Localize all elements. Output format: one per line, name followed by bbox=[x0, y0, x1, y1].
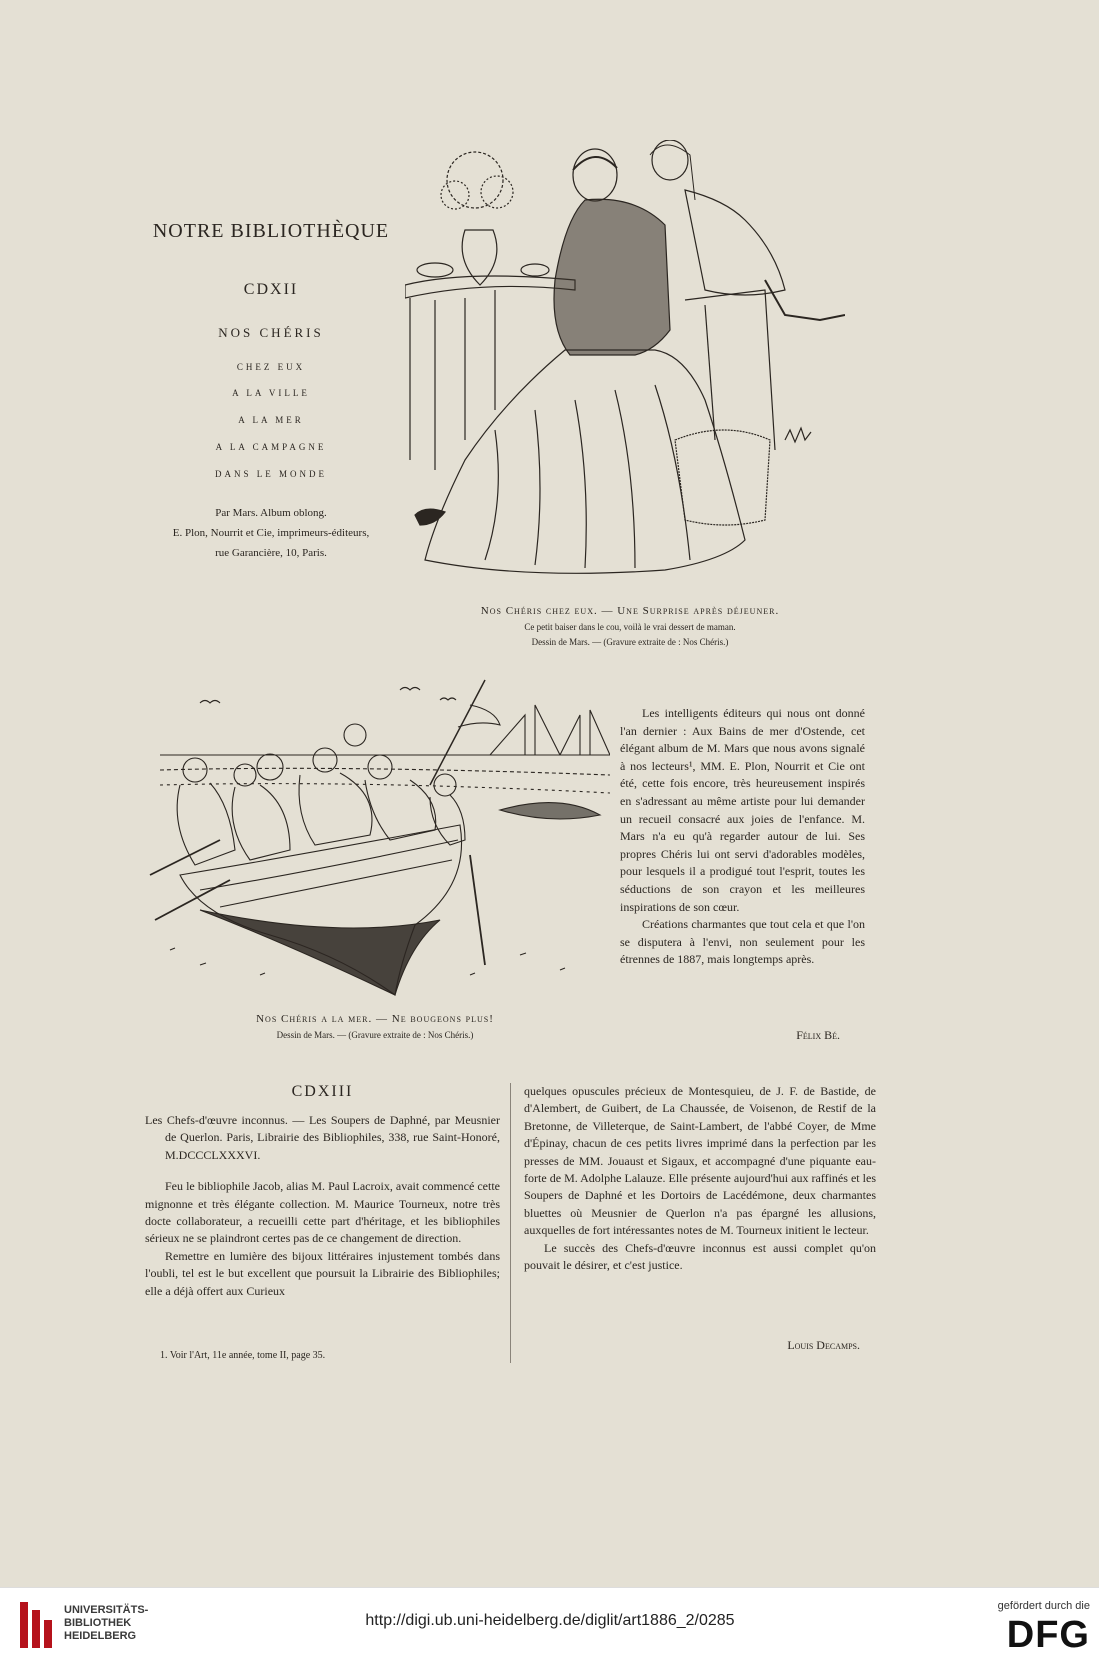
figure1-subcaption: Ce petit baiser dans le cou, voilà le vrai dessert de maman. bbox=[524, 622, 736, 632]
library-name-line: HEIDELBERG bbox=[64, 1630, 137, 1642]
review-paragraph: Les intelligents éditeurs qui nous ont donné l'an dernier : Aux Bains de mer d'Ostende, cet élégant album de M. Mars que nous avons signalé à nos lecteurs¹, MM. E. Plon, Nourrit et Cie ont été, cette fois encore, très heureusement inspirés en s'adressant au même artiste pour lui demander un recueil consacré aux joies de l'enfance. M. Mars n'a eu qu'à regarder autour de lui. Ses propres Chéris lui ont servi d'adorables modèles, pour lesquels il a prodigué tout l'esprit, toutes les séductions de son crayon et les meilleures inspirations de son cœur. bbox=[620, 706, 865, 914]
library-logo-icon bbox=[18, 1600, 54, 1650]
subtitle-line: A LA MER bbox=[238, 415, 304, 425]
column-paragraph: Le succès des Chefs-d'œuvre inconnus est aussi complet qu'on pouvait le désirer, et c'est justice. bbox=[524, 1240, 876, 1273]
review-signature-2: Louis Decamps. bbox=[787, 1338, 860, 1352]
column-paragraph: Feu le bibliophile Jacob, alias M. Paul Lacroix, avait commencé cette mignonne et très élégante collection. M. Maurice Tourneux, notre très docte collaborateur, a recueilli cette part d'héritage, et les bibliophiles sérieux ne se plaindront certes pas de ce changement de direction. bbox=[145, 1179, 500, 1246]
figure1-caption: Nos Chéris chez eux. — Une Surprise après déjeuner. bbox=[480, 605, 780, 617]
review-number: CDXII bbox=[243, 281, 299, 298]
figure1-credit: Dessin de Mars. — (Gravure extraite de : Nos Chéris.) bbox=[531, 637, 729, 647]
pub-line: rue Garancière, 10, Paris. bbox=[215, 547, 327, 559]
subtitle-line: A LA CAMPAGNE bbox=[215, 442, 327, 452]
funding-note: gefördert durch die bbox=[997, 1600, 1090, 1612]
library-name-line: UNIVERSITÄTS- bbox=[64, 1604, 149, 1616]
review-text bbox=[620, 705, 865, 969]
footnote: 1. Voir l'Art, 11e année, tome II, page 35. bbox=[160, 1350, 326, 1361]
section-title: NOTRE BIBLIOTHÈQUE bbox=[152, 220, 390, 242]
illustration-children-boat bbox=[140, 675, 610, 1005]
source-url-link[interactable]: http://digi.ub.uni-heidelberg.de/diglit/art1886_2/0285 bbox=[365, 1612, 735, 1629]
book-reference: Les Chefs-d'œuvre inconnus. — Les Soupers de Daphné, par Meusnier de Querlon. Paris, Librairie des Bibliophiles, 338, rue Saint-Honoré, M.DCCCLXXXVI. bbox=[145, 1113, 500, 1162]
column-paragraph: Remettre en lumière des bijoux littéraires injustement tombés dans l'oubli, tel est le but excellent que poursuit la Librairie des Bibliophiles; elle a déjà offert aux Curieux bbox=[145, 1248, 500, 1298]
pub-line: Par Mars. Album oblong. bbox=[215, 507, 327, 519]
subtitle-line: CHEZ EUX bbox=[236, 362, 306, 372]
left-column bbox=[145, 1112, 500, 1300]
column-paragraph: quelques opuscules précieux de Montesquieu, de J. F. de Bastide, de d'Alembert, de Guibert, de La Chaussée, de Voisenon, de Restif de la Bretonne, de Villeterque, de Saint-Lambert, de l'abbé Coyer, de Mme d'Épinay, chacun de ces petits livres imprimé dans la perfection par les presses de MM. Jouaust et Sigaux, et accompagné d'une piquante eau-forte de M. Adolphe Lalauze. Elle présente aujourd'hui aux raffinés et les Soupers de Daphné et les Dortoirs de Lacédémone, deux charmantes bluettes où Meusnier de Querlon n'a pas épargné les allusions, auxquelles de fort intéressantes notes de M. Tourneux initient le lecteur. bbox=[524, 1084, 876, 1238]
book-title: NOS CHÉRIS bbox=[218, 325, 324, 340]
library-name-line: BIBLIOTHEK bbox=[64, 1617, 132, 1629]
subtitle-line: DANS LE MONDE bbox=[215, 469, 327, 479]
pub-line: E. Plon, Nourrit et Cie, imprimeurs-éditeurs, bbox=[172, 527, 370, 539]
library-name bbox=[64, 1604, 148, 1643]
figure2-credit: Dessin de Mars. — (Gravure extraite de : Nos Chéris.) bbox=[276, 1030, 474, 1040]
review-signature: Félix Bé. bbox=[796, 1028, 840, 1042]
publication-info bbox=[140, 503, 402, 563]
right-column bbox=[524, 1083, 876, 1274]
review-paragraph: Créations charmantes que tout cela et que l'on se disputera à l'envi, non seulement pour les étrennes de 1887, mais longtemps après. bbox=[620, 917, 865, 967]
illustration-mother-children bbox=[405, 140, 845, 605]
review-number-2: CDXIII bbox=[291, 1083, 354, 1100]
dfg-logo: DFG bbox=[1006, 1614, 1090, 1656]
subtitle-line: A LA VILLE bbox=[232, 388, 310, 398]
column-divider bbox=[510, 1083, 511, 1363]
figure2-caption: Nos Chéris a la mer. — Ne bougeons plus! bbox=[256, 1013, 494, 1025]
